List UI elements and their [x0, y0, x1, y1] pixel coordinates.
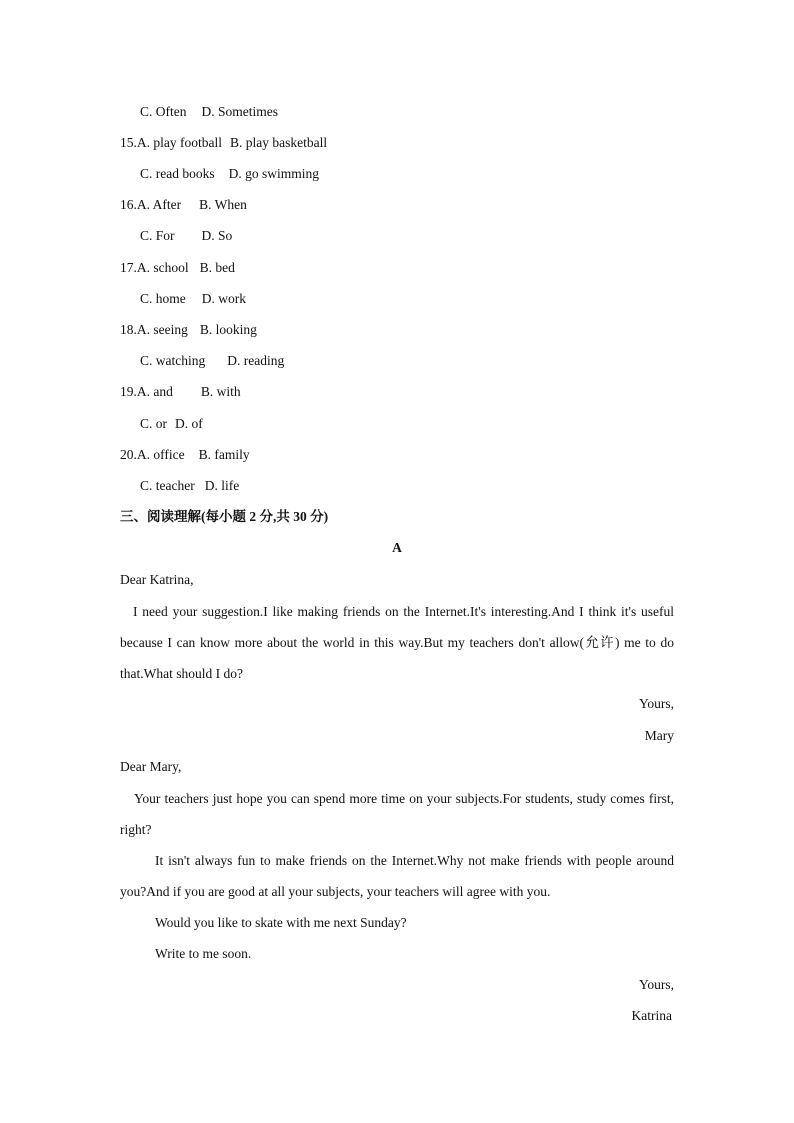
option-line [140, 228, 232, 244]
option-c: C. teacher [140, 478, 195, 493]
option-a: A. school [136, 260, 189, 275]
letter1-greeting: Dear Katrina, [120, 572, 194, 587]
question-18 [120, 322, 257, 338]
question-number: 16. [120, 197, 137, 212]
option-line [140, 478, 239, 494]
option-d: D. of [175, 416, 203, 431]
option-c: C. For [140, 228, 175, 243]
part-title: A [392, 540, 402, 555]
question-number: 17. [120, 260, 137, 275]
letter2-paragraph-2: It isn't always fun to make friends on the Internet.Why not make friends with people around you?And if you are good at all your subjects, your teachers will agree with you. [120, 853, 674, 899]
option-a: A. office [136, 447, 185, 462]
question-number: 18. [120, 322, 137, 337]
question-15 [120, 135, 327, 151]
option-b: B. When [199, 197, 247, 212]
letter1-body: I need your suggestion.I like making friends on the Internet.It's interesting.And I think it's useful because I can know more about the world in this way.But my teachers don't allow(允许) me to do that.What should I do? [120, 604, 674, 681]
option-c: C. home [140, 291, 186, 306]
option-d: D. life [204, 478, 240, 493]
option-b: B. play basketball [229, 135, 328, 150]
option-line [140, 291, 246, 307]
question-number: 15. [120, 135, 137, 150]
question-number: 20. [120, 447, 137, 462]
option-c: C. Often [140, 104, 187, 119]
option-b: B. with [200, 384, 241, 399]
letter1-closing: Yours, [638, 696, 674, 711]
option-c: C. watching [140, 353, 206, 368]
question-number: 19. [120, 384, 137, 399]
option-a: A. seeing [136, 322, 188, 337]
question-16 [120, 197, 247, 213]
option-line [140, 416, 203, 432]
option-b: B. family [198, 447, 250, 462]
option-d: D. Sometimes [201, 104, 278, 119]
option-d: D. go swimming [228, 166, 320, 181]
question-17 [120, 260, 235, 276]
option-line [140, 104, 278, 120]
option-line [140, 166, 319, 182]
question-19 [120, 384, 241, 400]
letter2-signature: Katrina [631, 1008, 672, 1023]
letter2-paragraph-1: Your teachers just hope you can spend more time on your subjects.For students, study comes first, right? [120, 791, 674, 837]
letter2-paragraph-4: Write to me soon. [155, 946, 252, 961]
section-heading: 三、阅读理解(每小题 2 分,共 30 分) [120, 509, 329, 524]
option-d: D. So [201, 228, 233, 243]
letter2-greeting: Dear Mary, [120, 759, 182, 774]
option-a: A. and [136, 384, 173, 399]
option-a: A. play football [136, 135, 222, 150]
option-d: D. work [201, 291, 246, 306]
option-b: B. bed [199, 260, 235, 275]
option-b: B. looking [199, 322, 257, 337]
question-20 [120, 447, 250, 463]
letter2-closing: Yours, [638, 977, 674, 992]
letter2-paragraph-3: Would you like to skate with me next Sunday? [155, 915, 407, 930]
option-a: A. After [136, 197, 182, 212]
option-d: D. reading [227, 353, 285, 368]
letter1-signature: Mary [644, 728, 674, 743]
option-line [140, 353, 284, 369]
option-c: C. read books [140, 166, 215, 181]
option-c: C. or [140, 416, 167, 431]
